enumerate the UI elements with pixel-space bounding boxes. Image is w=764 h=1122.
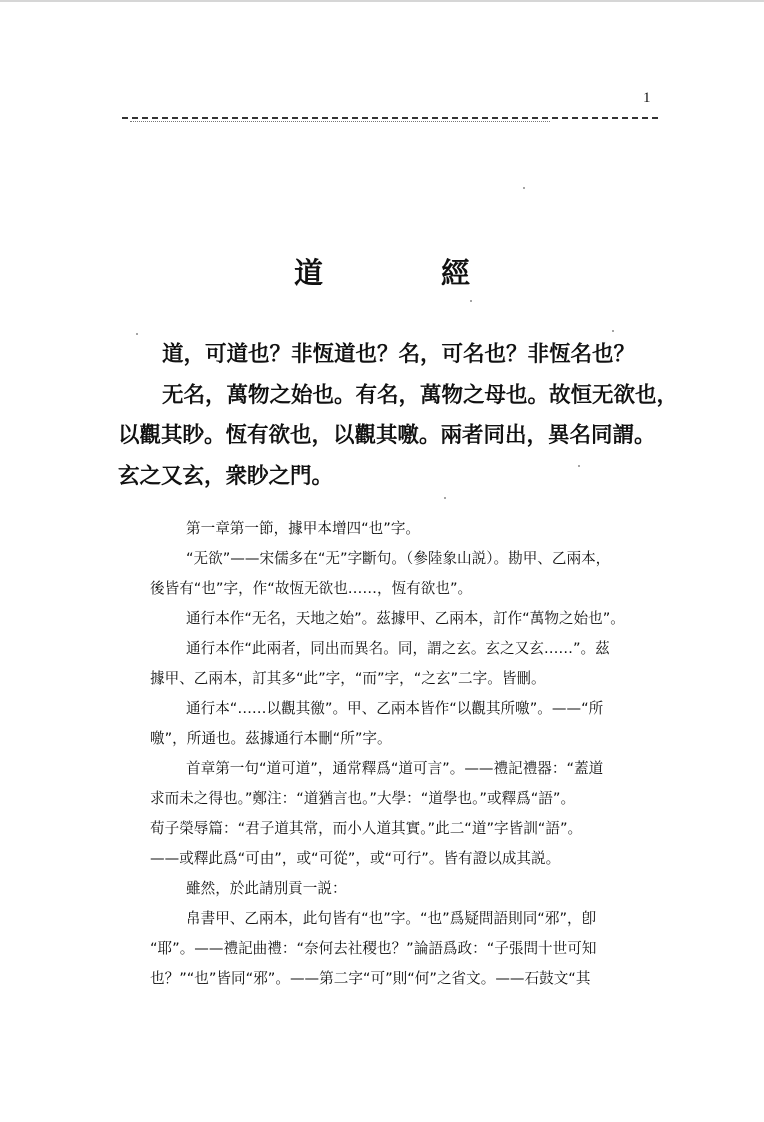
header-rule [122,117,658,119]
commentary-line: 第一章第一節，據甲本增四“也”字。 [186,520,421,537]
commentary-line: 後皆有“也”字，作“故恆无欲也……，恆有欲也”。 [150,580,473,597]
commentary-line: 荀子榮辱篇：“君子道其常，而小人道其實。”此二“道”字皆訓“語”。 [150,820,583,837]
scan-speck [612,330,614,332]
commentary [150,514,670,994]
commentary-line: 帛書甲、乙兩本，此句皆有“也”字。“也”爲疑問語則同“邪”，卽 [186,910,597,927]
main-text [118,335,678,497]
main-text-line: 以觀其眇。恆有欲也，以觀其噭。兩者同出，異名同謂。 [118,423,656,448]
commentary-line: “无欲”——宋儒多在“无”字斷句。（參陸象山説）。勘甲、乙兩本， [186,550,611,567]
scan-speck [444,497,446,499]
chapter-title: 道 經 [293,256,525,290]
page-top-border [0,0,764,2]
commentary-line: “耶”。——禮記曲禮：“奈何去社稷也？”論語爲政：“子張問十世可知 [150,940,597,957]
scan-speck [136,333,138,335]
scan-speck [470,300,472,302]
commentary-line: 雖然，於此請別貢一説： [186,880,347,897]
commentary-line: 通行本“……以觀其徼”。甲、乙兩本皆作“以觀其所噭”。——“所 [186,700,604,717]
main-text-line: 道，可道也？非恆道也？名，可名也？非恆名也？ [162,342,636,367]
scan-speck [523,187,525,189]
commentary-line: 噭”，所通也。茲據通行本刪“所”字。 [150,730,392,747]
commentary-line: 首章第一句“道可道”，通常釋爲“道可言”。——禮記禮器：“蓋道 [186,760,604,777]
commentary-line: 也？”“也”皆同“邪”。——第二字“可”則“何”之省文。——石鼓文“其 [150,970,591,987]
commentary-line: 通行本作“无名，天地之始”。茲據甲、乙兩本，訂作“萬物之始也”。 [186,610,625,627]
commentary-line: 求而未之得也。”鄭注：“道猶言也。”大學：“道學也。”或釋爲“語”。 [150,790,576,807]
commentary-line: 據甲、乙兩本，訂其多“此”字，“而”字，“之玄”二字。皆刪。 [150,670,546,687]
main-text-line: 无名，萬物之始也。有名，萬物之母也。故恒无欲也， [162,382,679,408]
commentary-line: ——或釋此爲“可由”，或“可從”，或“可行”。皆有證以成其説。 [150,850,561,867]
main-text-line: 玄之又玄，衆眇之門。 [118,463,334,489]
header-rule-secondary [130,121,550,122]
commentary-line: 通行本作“此兩者，同出而異名。同，謂之玄。玄之又玄……”。茲 [186,640,610,657]
scan-speck [578,465,580,467]
page-number: 1 [643,90,651,106]
